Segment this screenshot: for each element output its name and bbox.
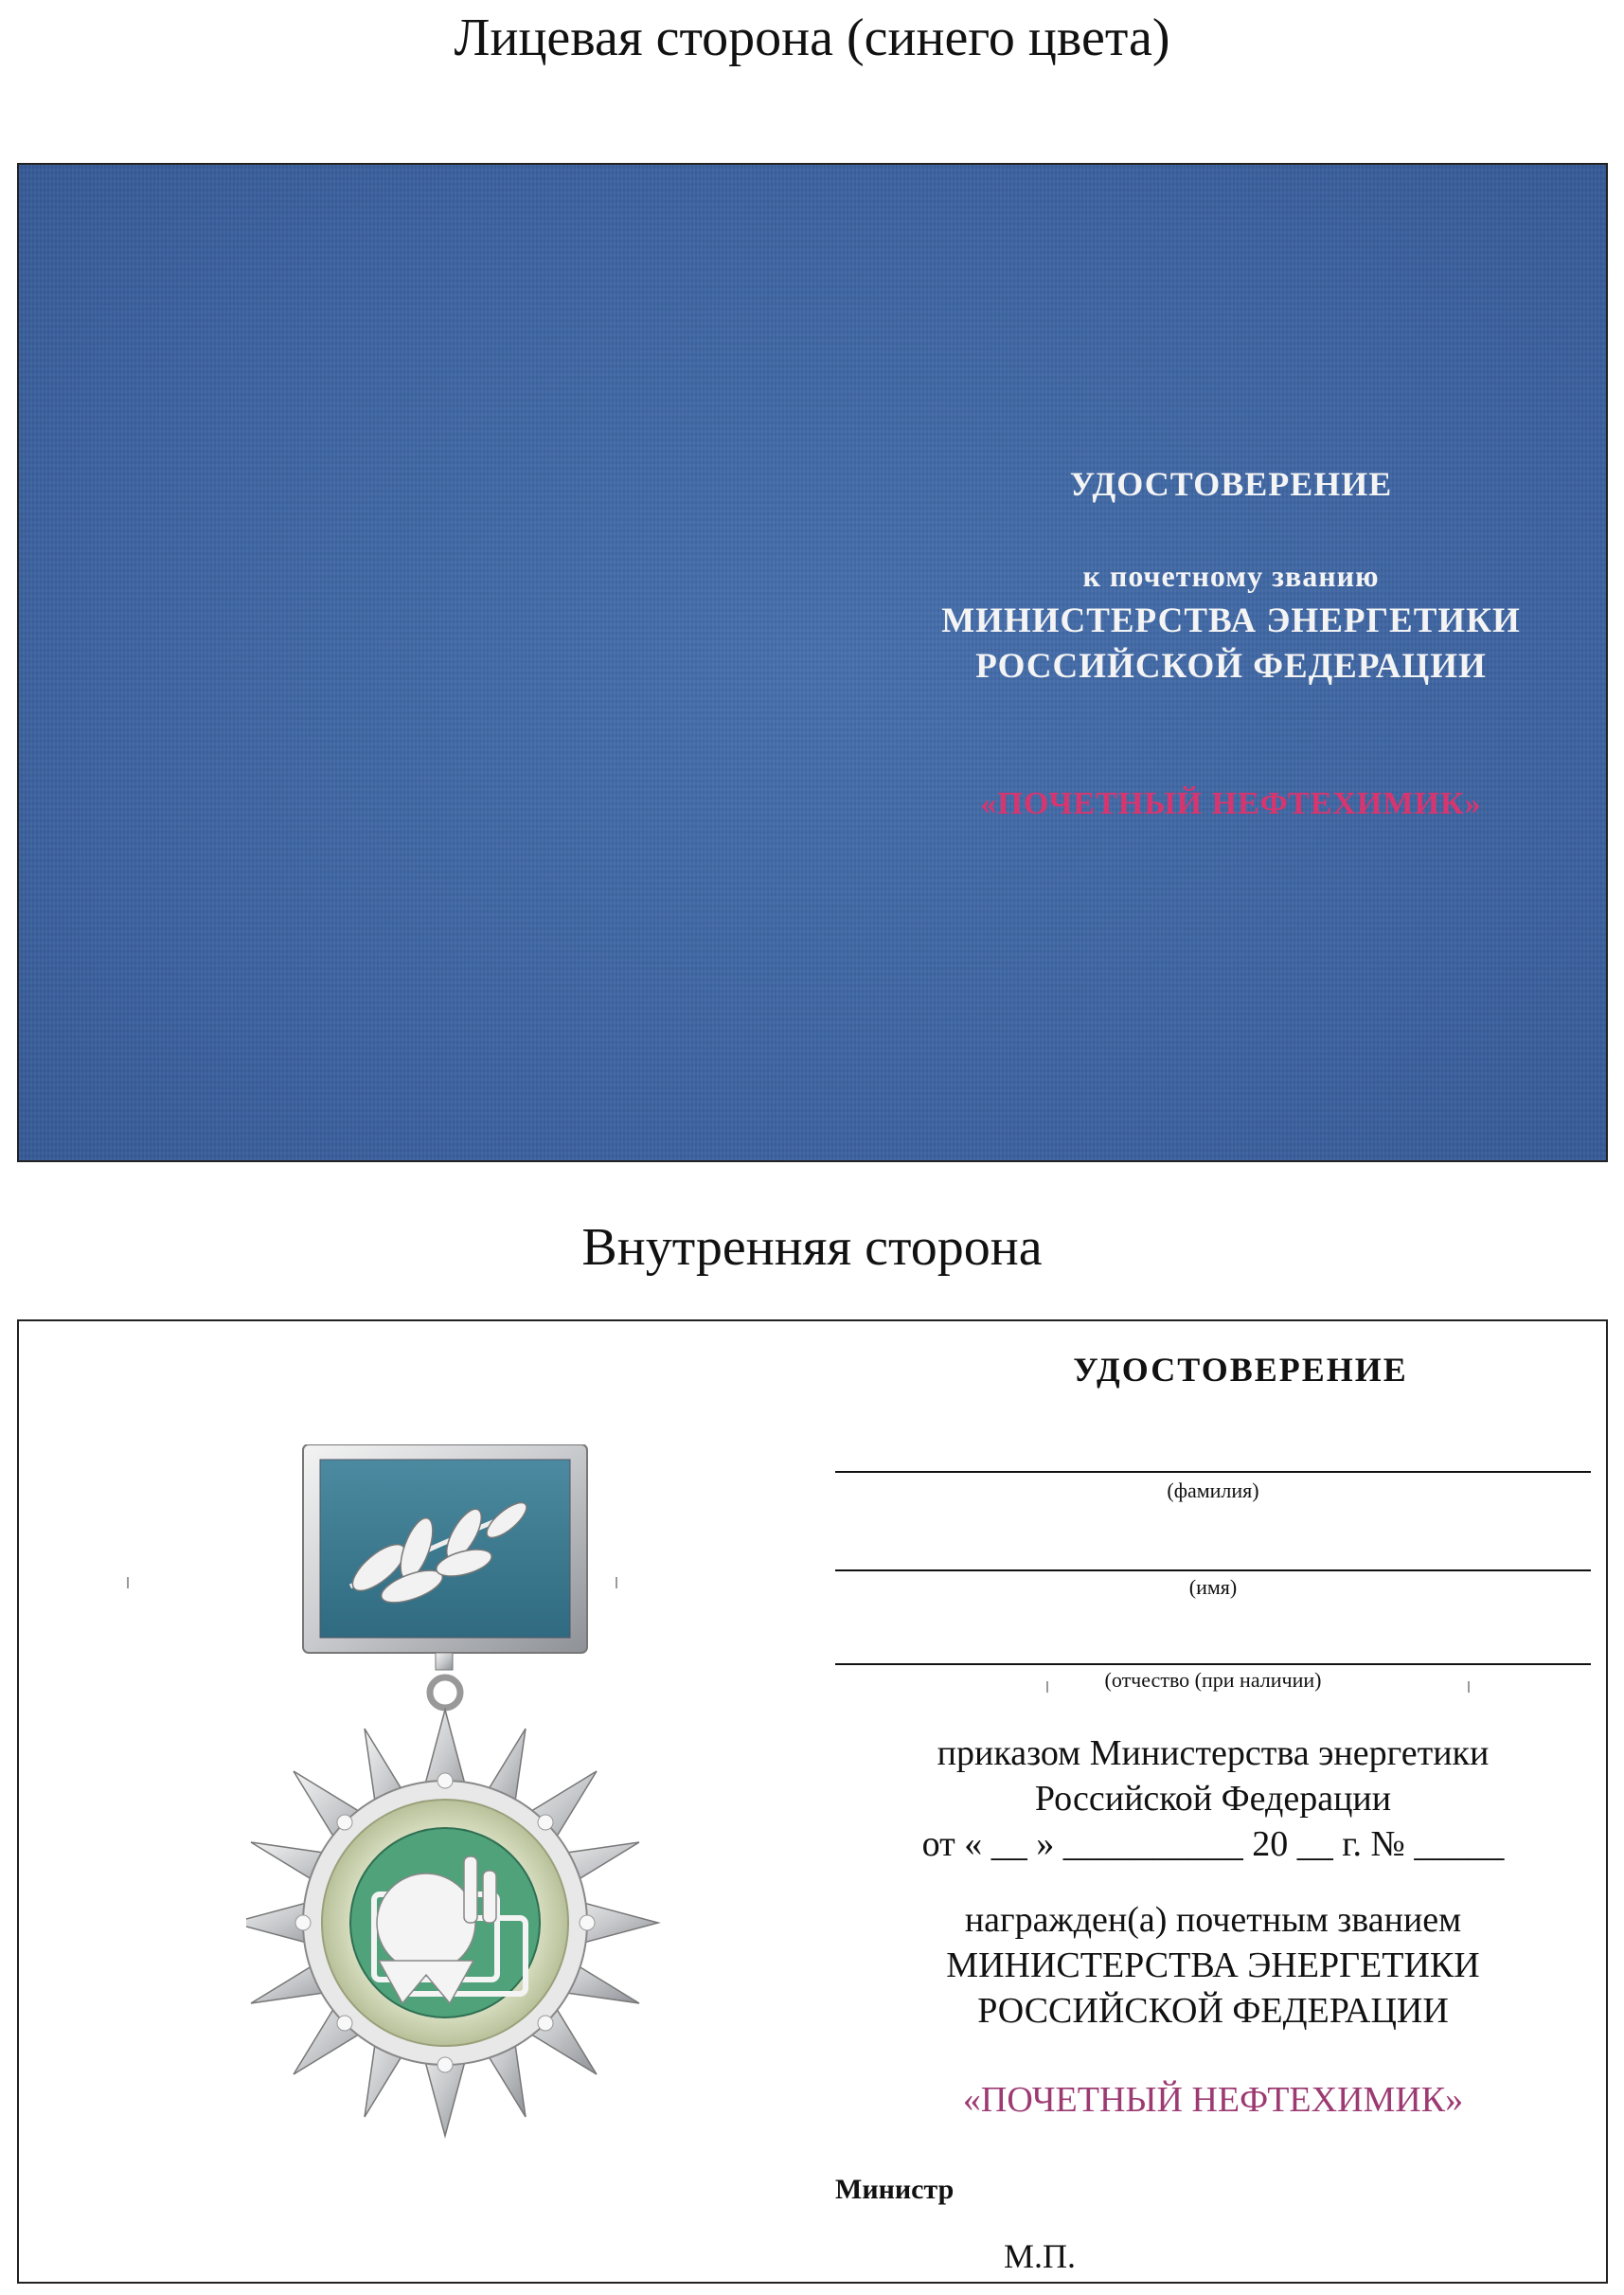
patronymic-caption: (отчество (при наличии): [1104, 1668, 1322, 1692]
page-fold-mark: [127, 1577, 129, 1588]
inner-award-title: «ПОЧЕТНЫЙ НЕФТЕХИМИК»: [962, 2080, 1464, 2120]
inner-ministry-line-2: РОССИЙСКОЙ ФЕДЕРАЦИИ: [977, 1991, 1449, 2031]
name-caption: (имя): [1188, 1575, 1238, 1599]
surname-caption: (фамилия): [1167, 1479, 1259, 1502]
medal-ribbon: [320, 1460, 570, 1638]
inner-title: УДОСТОВЕРЕНИЕ: [1073, 1351, 1408, 1389]
name-line: [835, 1569, 1591, 1571]
stamp-label: М.П.: [1004, 2237, 1077, 2275]
medal-star: [246, 1710, 658, 2136]
minister-label: Министр: [835, 2174, 955, 2205]
cover-title: УДОСТОВЕРЕНИЕ: [1069, 465, 1393, 503]
cover-subtitle: к почетному званию: [1082, 559, 1380, 593]
front-cover: [17, 163, 1608, 1162]
page-fold-mark: [616, 1577, 617, 1588]
cover-award-title: «ПОЧЕТНЫЙ НЕФТЕХИМИК»: [980, 786, 1482, 821]
patronymic-line: [835, 1663, 1591, 1665]
cover-ministry-line-2: РОССИЙСКОЙ ФЕДЕРАЦИИ: [975, 647, 1487, 686]
front-side-heading: Лицевая сторона (синего цвета): [454, 9, 1170, 67]
medal-icon: [246, 1444, 701, 2164]
order-date-number-line: от « __ » __________ 20 __ г. № _____: [921, 1824, 1505, 1864]
awarded-text: награжден(а) почетным званием: [964, 1900, 1462, 1940]
order-line-2: Российской Федерации: [1034, 1779, 1392, 1819]
medal-ring-link: [430, 1677, 460, 1708]
inner-page: [17, 1319, 1608, 2284]
inner-side-heading: Внутренняя сторона: [581, 1218, 1043, 1277]
order-line-1: приказом Министерства энергетики: [937, 1733, 1490, 1773]
surname-line: [835, 1471, 1591, 1473]
cover-ministry-line-1: МИНИСТЕРСТВА ЭНЕРГЕТИКИ: [941, 601, 1521, 640]
inner-ministry-line-1: МИНИСТЕРСТВА ЭНЕРГЕТИКИ: [946, 1945, 1480, 1985]
